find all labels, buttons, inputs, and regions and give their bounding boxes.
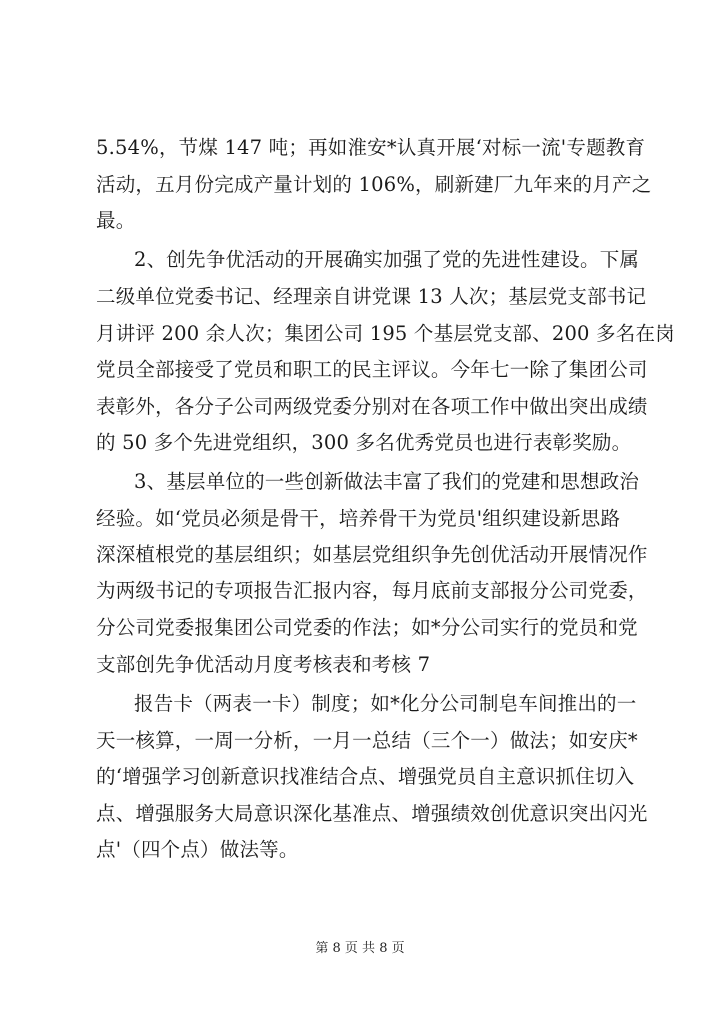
text-line: 月讲评 200 余人次；集团公司 195 个基层党支部、200 多名在岗 [96, 322, 675, 345]
text-line: 深深植根党的基层组织；如基层党组织争先创优活动开展情况作 [96, 543, 648, 566]
text-line: 分公司党委报集团公司党委的作法；如*分公司实行的党员和党 [96, 616, 638, 639]
text-line: 党员全部接受了党员和职工的民主评议。今年七一除了集团公司 [96, 358, 648, 381]
text-line: 5.54%，节煤 147 吨；再如淮安*认真开展‘对标一流'专题教育 [96, 136, 646, 159]
text-line: 的‘增强学习创新意识找准结合点、增强党员自主意识抓住切入 [96, 765, 635, 788]
text-line: 天一核算，一周一分析，一月一总结（三个一）做法；如安庆* [96, 729, 638, 752]
paragraph-3-first-line: 3、基层单位的一些创新做法丰富了我们的党建和思想政治 [134, 470, 640, 493]
paragraph-2-first-line: 2、创先争优活动的开展确实加强了党的先进性建设。下属 [134, 248, 640, 271]
text-line: 经验。如‘党员必须是骨干，培养骨干为党员'组织建设新思路 [96, 507, 621, 530]
text-line: 点、增强服务大局意识深化基准点、增强绩效创优意识突出闪光 [96, 802, 648, 825]
text-line: 二级单位党委书记、经理亲自讲党课 13 人次；基层党支部书记 [96, 285, 647, 308]
text-line: 点'（四个点）做法等。 [96, 838, 299, 861]
paragraph-4-first-line: 报告卡（两表一卡）制度；如*化分公司制皂车间推出的一 [134, 692, 637, 715]
text-line: 活动，五月份完成产量计划的 106%，刷新建厂九年来的月产之 [96, 173, 652, 196]
text-line: 为两级书记的专项报告汇报内容，每月底前支部报分公司党委， [96, 579, 648, 602]
page-number-footer: 第 8 页 共 8 页 [315, 941, 405, 956]
text-line: 表彰外，各分子公司两级党委分别对在各项工作中做出突出成绩 [96, 395, 648, 418]
text-line: 支部创先争优活动月度考核表和考核 7 [96, 653, 431, 676]
text-line: 最。 [96, 209, 136, 232]
text-line: 的 50 多个先进党组织，300 多名优秀党员也进行表彰奖励。 [96, 431, 632, 454]
